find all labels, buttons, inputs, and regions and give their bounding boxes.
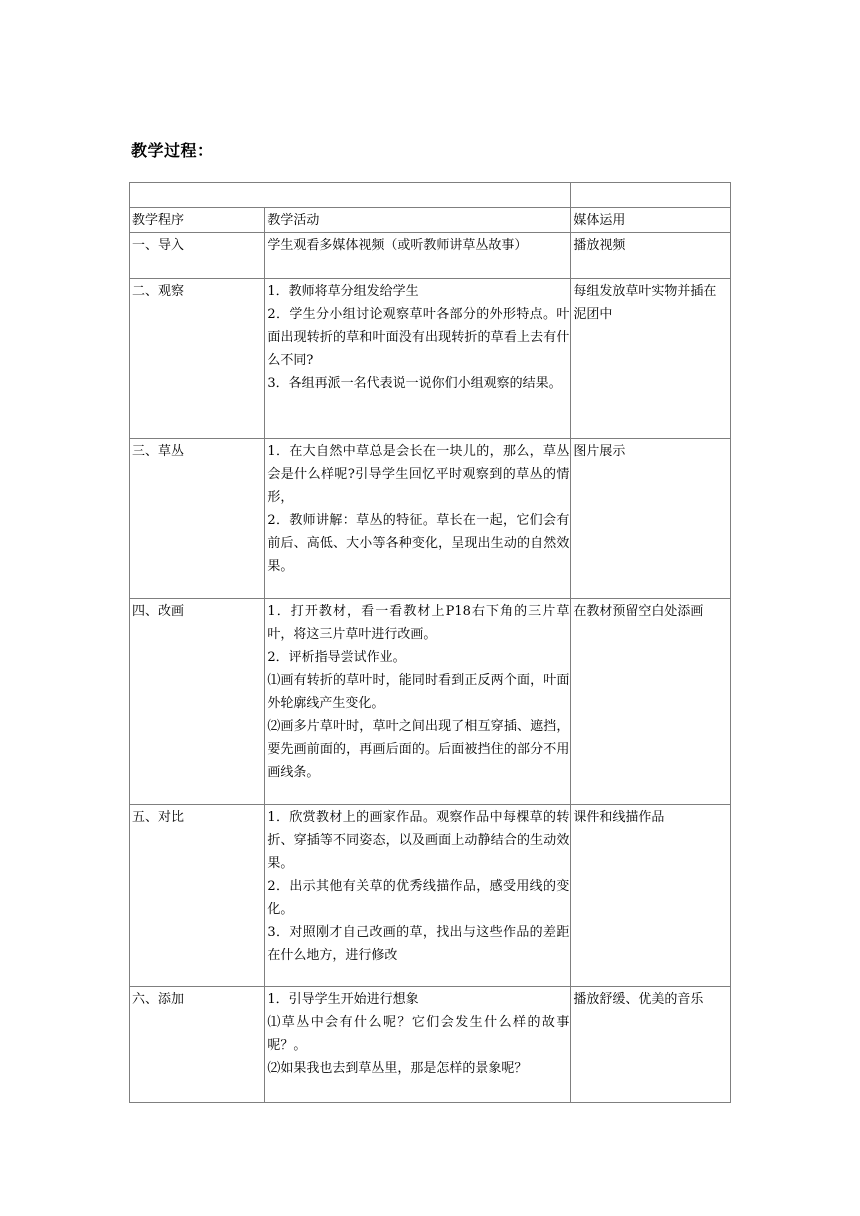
activity-line: 1．引导学生开始进行想象 [267, 992, 419, 1007]
activity-line: 1．打开教材，看一看教材上P18右下角的三片草叶，将这三片草叶进行改画。 [267, 604, 570, 642]
step-cell: 四、改画 [130, 599, 265, 805]
step-cell: 三、草丛 [130, 439, 265, 599]
activity-line: 学生观看多媒体视频（或听教师讲草丛故事） [267, 238, 528, 253]
media-cell: 播放视频 [571, 233, 731, 279]
table-header-row [130, 208, 731, 233]
table-row [130, 599, 731, 805]
blank-cell [130, 183, 571, 208]
table-row [130, 439, 731, 599]
header-step: 教学程序 [130, 208, 265, 233]
activity-line: 1．教师将草分组发给学生 [267, 284, 419, 299]
blank-cell [571, 183, 731, 208]
activity-line: 2．评析指导尝试作业。 [267, 650, 406, 665]
step-cell: 五、对比 [130, 805, 265, 987]
activity-line: ⑵如果我也去到草丛里，那是怎样的景象呢？ [267, 1061, 528, 1076]
media-cell: 播放舒缓、优美的音乐 [571, 987, 731, 1103]
activity-cell [265, 439, 571, 599]
activity-line: 3．各组再派一名代表说一说你们小组观察的结果。 [267, 376, 562, 391]
media-cell: 图片展示 [571, 439, 731, 599]
section-heading: 教学过程： [131, 141, 214, 160]
activity-line: ⑵画多片草叶时，草叶之间出现了相互穿插、遮挡，要先画前面的，再画后面的。后面被挡住的部分不用画线条。 [267, 719, 570, 780]
activity-line: 1．在大自然中草总是会长在一块儿的，那么，草丛会是什么样呢?引导学生回忆平时观察到的草丛的情形， [267, 444, 570, 505]
activity-cell [265, 599, 571, 805]
activity-cell [265, 987, 571, 1103]
blank-title-row [130, 183, 731, 208]
media-cell: 在教材预留空白处添画 [571, 599, 731, 805]
activity-line: 3．对照刚才自己改画的草，找出与这些作品的差距在什么地方，进行修改 [267, 925, 570, 963]
activity-cell [265, 805, 571, 987]
step-cell: 六、添加 [130, 987, 265, 1103]
lesson-plan-table [129, 182, 731, 1103]
activity-line: 2．学生分小组讨论观察草叶各部分的外形特点。叶面出现转折的草和叶面没有出现转折的草看上去有什么不同? [267, 307, 570, 368]
activity-line: ⑴画有转折的草叶时，能同时看到正反两个面，叶面外轮廓线产生变化。 [267, 673, 570, 711]
table-row [130, 805, 731, 987]
table-row [130, 987, 731, 1103]
step-cell: 一、导入 [130, 233, 265, 279]
step-cell: 二、观察 [130, 279, 265, 439]
header-media: 媒体运用 [571, 208, 731, 233]
activity-line: 2．出示其他有关草的优秀线描作品，感受用线的变化。 [267, 879, 570, 917]
activity-line: 2．教师讲解：草丛的特征。草长在一起，它们会有前后、高低、大小等各种变化，呈现出生动的自然效果。 [267, 513, 570, 574]
activity-line: 1．欣赏教材上的画家作品。观察作品中每棵草的转折、穿插等不同姿态，以及画面上动静结合的生动效果。 [267, 810, 570, 871]
header-activity: 教学活动 [265, 208, 571, 233]
activity-cell [265, 233, 571, 279]
media-cell: 每组发放草叶实物并插在泥团中 [571, 279, 731, 439]
table-row [130, 279, 731, 439]
activity-line: ⑴草丛中会有什么呢？它们会发生什么样的故事呢？。 [267, 1015, 570, 1053]
activity-cell [265, 279, 571, 439]
table-row [130, 233, 731, 279]
media-cell: 课件和线描作品 [571, 805, 731, 987]
